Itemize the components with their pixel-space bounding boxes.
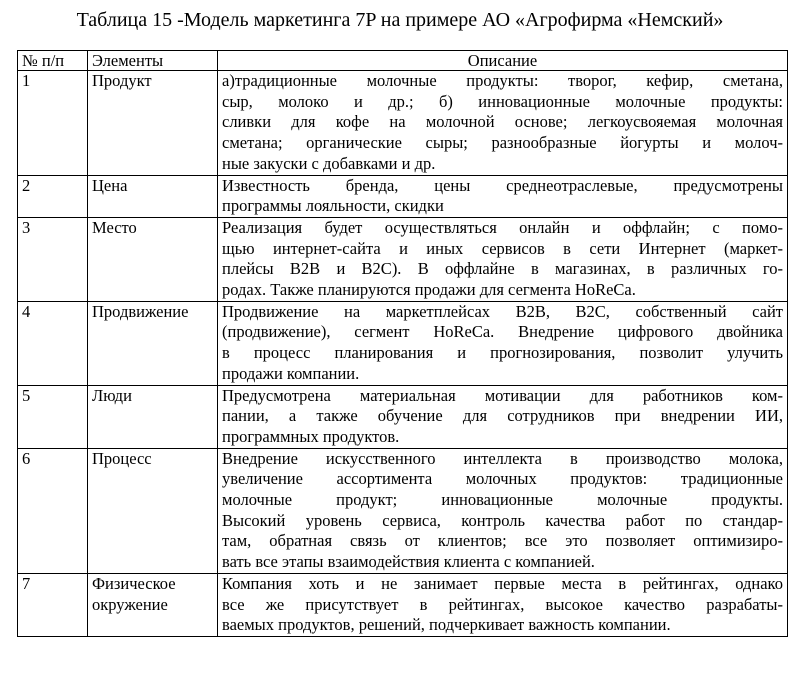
row-number: 7: [18, 573, 88, 636]
table-row: [18, 385, 788, 448]
description-line: Внедрение искусственного интеллекта в производство молока,: [222, 448, 783, 468]
description-line: Реализация будет осуществляться онлайн и оффлайн; с помо-: [222, 217, 783, 237]
element-line: Процесс: [92, 448, 152, 468]
row-description: [218, 385, 788, 448]
description-line: сметана; органические сыры; разнообразные йогурты и молоч-: [222, 133, 783, 153]
row-element: [88, 573, 218, 636]
description-line: сыр, молоко и др.; б) инновационные молочные продукты:: [222, 91, 783, 111]
row-description: [218, 573, 788, 636]
description-line: пании, а также обучение для сотрудников при внедрении ИИ,: [222, 406, 783, 426]
header-element: Элементы: [88, 51, 218, 71]
description-line: вать все этапы взаимодействия клиента с компанией.: [222, 552, 595, 572]
description-line: Известность бренда, цены среднеотраслевые, предусмотрены: [222, 175, 783, 195]
table-body: [18, 71, 788, 637]
row-number: 5: [18, 385, 88, 448]
row-element: [88, 217, 218, 301]
row-description: [218, 175, 788, 217]
description-line: продажи компании.: [222, 363, 360, 383]
element-line: Люди: [92, 385, 132, 405]
table-row: [18, 71, 788, 176]
table-row: [18, 217, 788, 301]
description-line: Продвижение на маркетплейсах B2B, B2C, собственный сайт: [222, 301, 783, 321]
row-description: [218, 301, 788, 385]
table-row: [18, 301, 788, 385]
description-line: там, обратная связь от клиентов; все это позволяет оптимизиро-: [222, 531, 783, 551]
row-number: 6: [18, 448, 88, 573]
description-line: Предусмотрена материальная мотивации для работников ком-: [222, 385, 783, 405]
description-line: программных продуктов.: [222, 426, 400, 446]
description-line: программы лояльности, скидки: [222, 196, 444, 216]
description-line: сливки для кофе на молочной основе; легкоусвояемая молочная: [222, 112, 783, 132]
description-line: Высокий уровень сервиса, контроль качества работ по стандар-: [222, 510, 783, 530]
description-line: молочные продукт; инновационные молочные продукты.: [222, 490, 783, 510]
header-description: Описание: [218, 51, 788, 71]
description-line: ваемых продуктов, решений, подчеркивает важность компании.: [222, 615, 671, 635]
description-line: родах. Также планируются продажи для сегмента HoReCa.: [222, 280, 636, 300]
table-row: [18, 573, 788, 636]
table-caption: Таблица 15 -Модель маркетинга 7P на примере АО «Агрофирма «Немский»: [76, 9, 724, 31]
table-row: [18, 175, 788, 217]
row-description: [218, 448, 788, 573]
row-number: 3: [18, 217, 88, 301]
marketing-7p-table: [17, 50, 788, 637]
row-element: [88, 448, 218, 573]
row-element: [88, 385, 218, 448]
row-number: 1: [18, 71, 88, 176]
row-number: 4: [18, 301, 88, 385]
element-line: Физическое: [92, 573, 176, 593]
description-line: щью интернет-сайта и иных сервисов в сети Интернет (маркет-: [222, 238, 783, 258]
row-description: [218, 217, 788, 301]
description-line: (продвижение), сегмент HoReCa. Внедрение цифрового двойника: [222, 322, 783, 342]
element-line: Продукт: [92, 71, 152, 90]
row-element: [88, 71, 218, 176]
description-line: плейсы B2B и B2C). В оффлайне в магазинах, в различных го-: [222, 259, 783, 279]
row-description: [218, 71, 788, 176]
table-header-row: [18, 51, 788, 71]
row-number: 2: [18, 175, 88, 217]
table-row: [18, 448, 788, 573]
element-line: Цена: [92, 175, 128, 195]
header-num: № п/п: [18, 51, 88, 71]
element-line: Место: [92, 217, 137, 237]
element-line: окружение: [92, 594, 168, 614]
description-line: ные закуски с добавками и др.: [222, 153, 436, 173]
description-line: увеличение ассортимента молочных продуктов: традиционные: [222, 469, 783, 489]
row-element: [88, 175, 218, 217]
row-element: [88, 301, 218, 385]
description-line: все же присутствует в рейтингах, высокое качество разрабаты-: [222, 594, 783, 614]
description-line: в процесс планирования и прогнозирования, позволит улучить: [222, 343, 783, 363]
description-line: Компания хоть и не занимает первые места в рейтингах, однако: [222, 573, 783, 593]
description-line: а)традиционные молочные продукты: творог, кефир, сметана,: [222, 71, 783, 90]
element-line: Продвижение: [92, 301, 189, 321]
